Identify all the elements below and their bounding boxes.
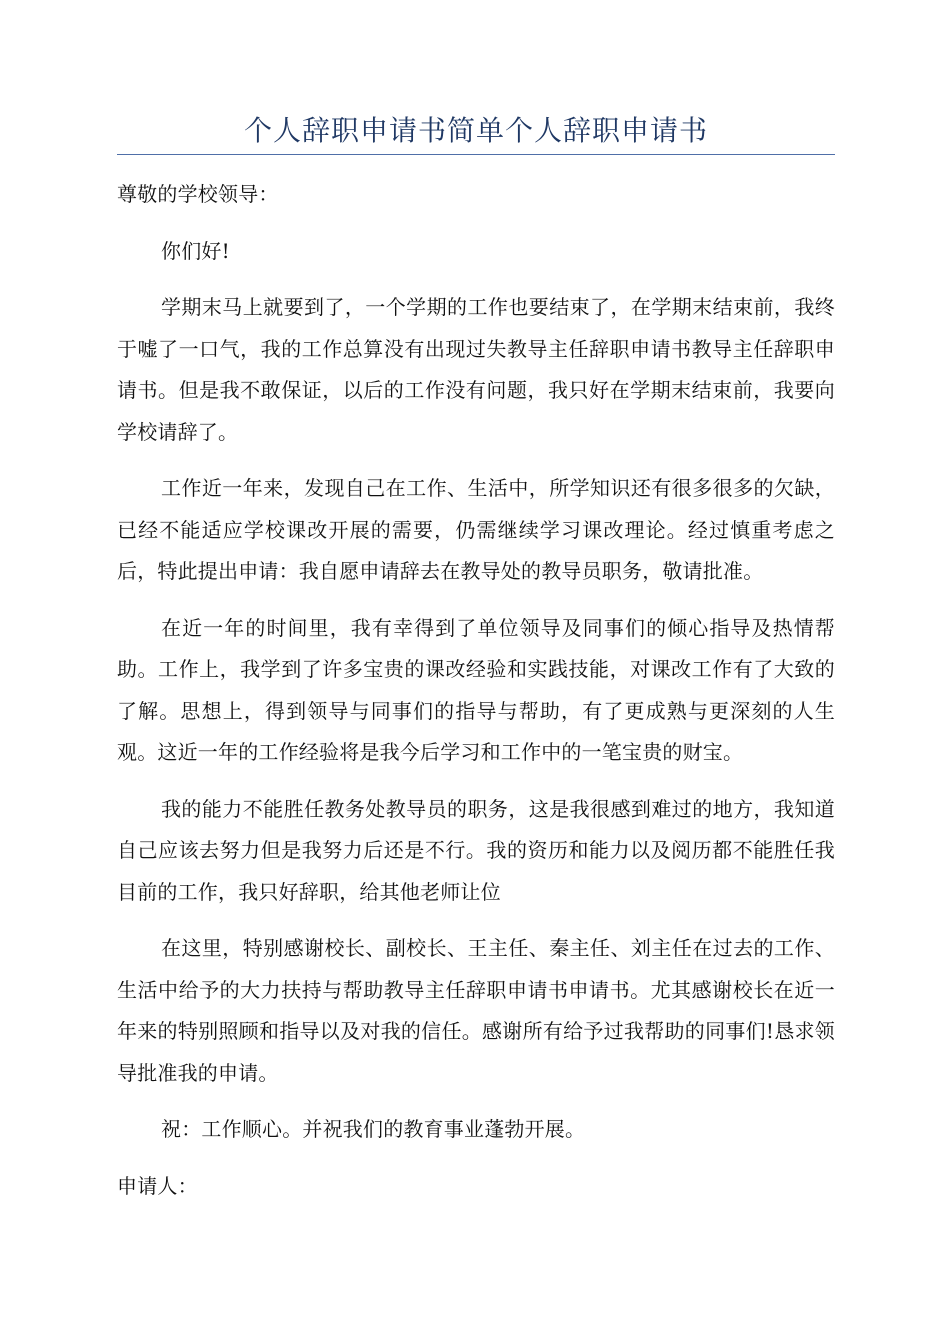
body-paragraph-1: 学期末马上就要到了，一个学期的工作也要结束了，在学期末结束前，我终于嘘了一口气，我的工作总算没有出现过失教导主任辞职申请书教导主任辞职申请书。但是我不敢保证，以后的工作没有问题，我只好在学期末结束前，我要向学校请辞了。 [117, 295, 835, 444]
body-paragraph-3: 在近一年的时间里，我有幸得到了单位领导及同事们的倾心指导及热情帮助。工作上，我学到了许多宝贵的课改经验和实践技能，对课改工作有了大致的了解。思想上，得到领导与同事们的指导与帮助，有了更成熟与更深刻的人生观。这近一年的工作经验将是我今后学习和工作中的一笔宝贵的财宝。 [117, 615, 835, 764]
signature-label: 申请人： [117, 1173, 198, 1198]
body-paragraph-5: 在这里，特别感谢校长、副校长、王主任、秦主任、刘主任在过去的工作、生活中给予的大力扶持与帮助教导主任辞职申请书申请书。尤其感谢校长在近一年来的特别照顾和指导以及对我的信任。感谢所有给予过我帮助的同事们!恳求领导批准我的申请。 [117, 936, 835, 1085]
body-paragraph-4: 我的能力不能胜任教务处教导员的职务，这是我很感到难过的地方，我知道自己应该去努力但是我努力后还是不行。我的资历和能力以及阅历都不能胜任我目前的工作，我只好辞职，给其他老师让位 [117, 796, 835, 904]
document-title: 个人辞职申请书简单个人辞职申请书 [243, 114, 708, 147]
greeting: 你们好! [161, 238, 230, 263]
title-underline [117, 154, 835, 155]
document-page [117, 108, 835, 1207]
body-paragraph-2: 工作近一年来，发现自己在工作、生活中，所学知识还有很多很多的欠缺，已经不能适应学校课改开展的需要，仍需继续学习课改理论。经过慎重考虑之后，特此提出申请：我自愿申请辞去在教导处的教导员职务，敬请批准。 [117, 476, 835, 583]
salutation: 尊敬的学校领导： [117, 182, 279, 206]
closing-wish: 祝：工作顺心。并祝我们的教育事业蓬勃开展。 [161, 1117, 586, 1141]
